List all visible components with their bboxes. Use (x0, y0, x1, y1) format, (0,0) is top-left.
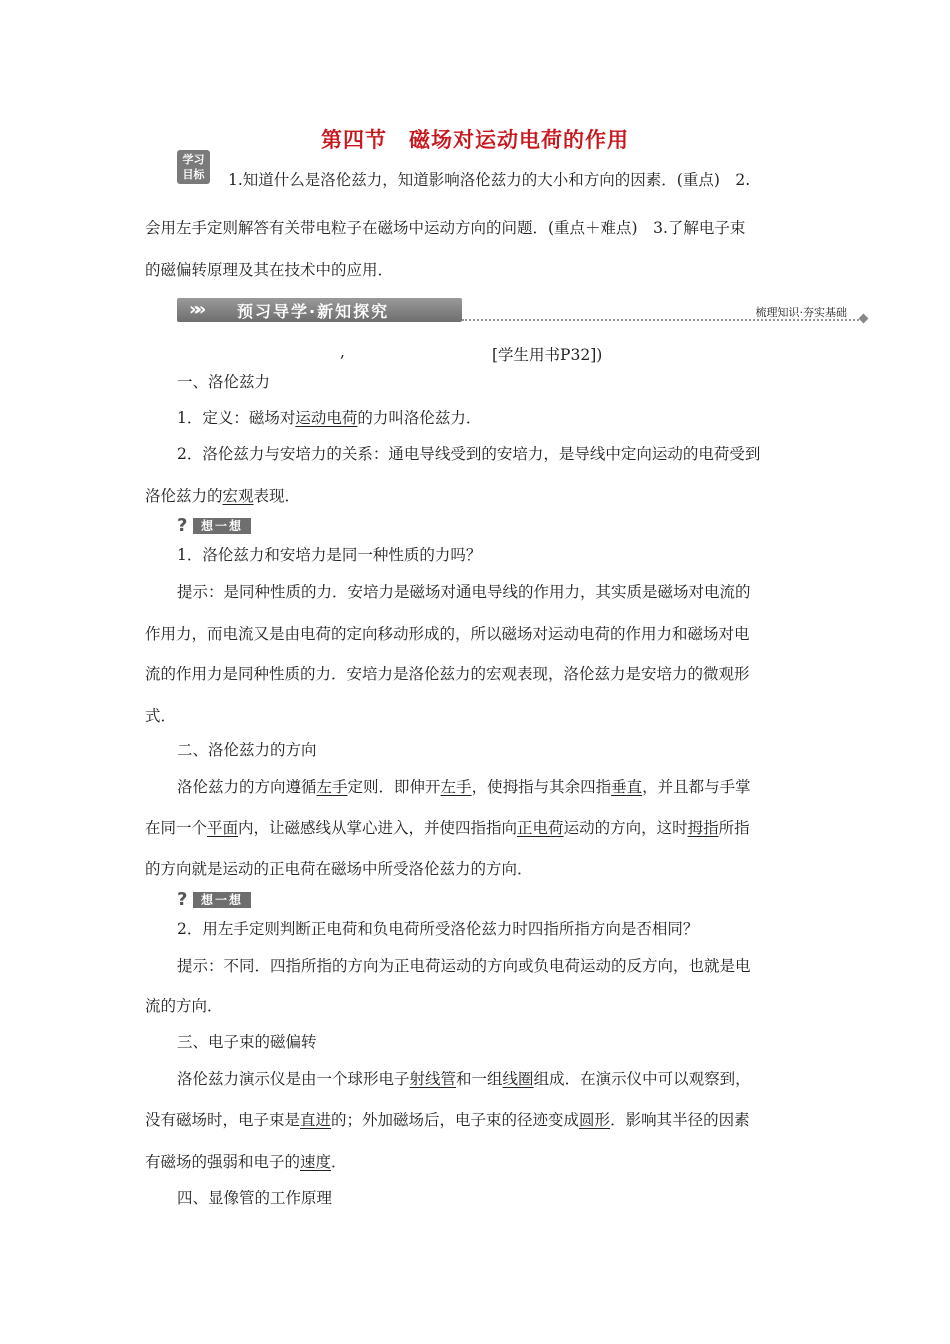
heading-deflection: 三、电子束的磁偏转 (177, 1033, 317, 1051)
objective-tag-line1: 学习 (182, 153, 205, 166)
answer-1-line-4: 式． (145, 707, 177, 725)
relation-line-2: 洛伦兹力的宏观表现． (145, 487, 301, 505)
section-title (0, 124, 950, 154)
deflection-line-2: 没有磁场时，电子束是直进的；外加磁场后，电子束的径迹变成圆形．影响其半径的因素 (145, 1111, 750, 1129)
question-mark-icon: ? (177, 515, 188, 536)
diamond-icon (859, 314, 869, 324)
answer-1-line-3: 流的作用力是同种性质的力．安培力是洛伦兹力的宏观表现，洛伦兹力是安培力的微观形 (145, 665, 750, 683)
objective-tag-line2: 目标 (182, 168, 205, 181)
heading-direction: 二、洛伦兹力的方向 (177, 741, 317, 759)
section-number: 第四节 (321, 128, 387, 152)
blank-answer: 宏观 (222, 487, 254, 505)
think-label: 想一想 (193, 518, 251, 534)
direction-line-1: 洛伦兹力的方向遵循左手定则．即伸开左手，使拇指与其余四指垂直，并且都与手掌 (177, 778, 751, 796)
definition-line: 1．定义：磁场对运动电荷的力叫洛伦兹力． (177, 409, 482, 427)
think-label: 想一想 (193, 892, 251, 908)
blank-answer: 运动电荷 (295, 409, 358, 427)
question-mark-icon: ? (177, 889, 188, 910)
ref-comma: , (340, 343, 345, 361)
heading-picture-tube: 四、显像管的工作原理 (177, 1189, 333, 1207)
banner-label: 预习导学·新知探究 (237, 302, 390, 321)
answer-1-line-1: 提示：是同种性质的力．安培力是磁场对通电导线的作用力，其实质是磁场对电流的 (177, 583, 751, 601)
question-2: 2．用左手定则判断正电荷和负电荷所受洛伦兹力时四指所指方向是否相同？ (177, 920, 699, 938)
objective-tag (177, 150, 210, 184)
chevron-icon: »» (189, 299, 201, 320)
answer-2-line-1: 提示：不同．四指所指的方向为正电荷运动的方向或负电荷运动的反方向，也就是电 (177, 957, 751, 975)
book-reference: [学生用书P32]) (492, 346, 603, 364)
heading-lorentz-force: 一、洛伦兹力 (177, 373, 271, 391)
objective-line-3: 的磁偏转原理及其在技术中的应用． (145, 261, 394, 279)
deflection-line-1: 洛伦兹力演示仪是由一个球形电子射线管和一组线圈组成．在演示仪中可以观察到， (177, 1070, 751, 1088)
direction-line-2: 在同一个平面内，让磁感线从掌心进入，并使四指指向正电荷运动的方向，这时拇指所指 (145, 819, 750, 837)
section-name: 磁场对运动电荷的作用 (409, 128, 629, 152)
deflection-line-3: 有磁场的强弱和电子的速度． (145, 1153, 347, 1171)
objective-line-1: 1.知道什么是洛伦兹力，知道影响洛伦兹力的大小和方向的因素．(重点) 2. (228, 171, 751, 189)
question-1: 1．洛伦兹力和安培力是同一种性质的力吗？ (177, 546, 482, 564)
banner-right-label: 梳理知识·夯实基础 (755, 306, 847, 319)
preview-banner (177, 296, 867, 326)
relation-line-1: 2．洛伦兹力与安培力的关系：通电导线受到的安培力，是导线中定向运动的电荷受到 (177, 445, 761, 463)
direction-line-3: 的方向就是运动的正电荷在磁场中所受洛伦兹力的方向． (145, 860, 533, 878)
answer-2-line-2: 流的方向． (145, 997, 223, 1015)
objective-line-2: 会用左手定则解答有关带电粒子在磁场中运动方向的问题．(重点＋难点) 3.了解电子束 (145, 219, 746, 237)
answer-1-line-2: 作用力，而电流又是由电荷的定向移动形成的，所以磁场对运动电荷的作用力和磁场对电 (145, 625, 750, 643)
